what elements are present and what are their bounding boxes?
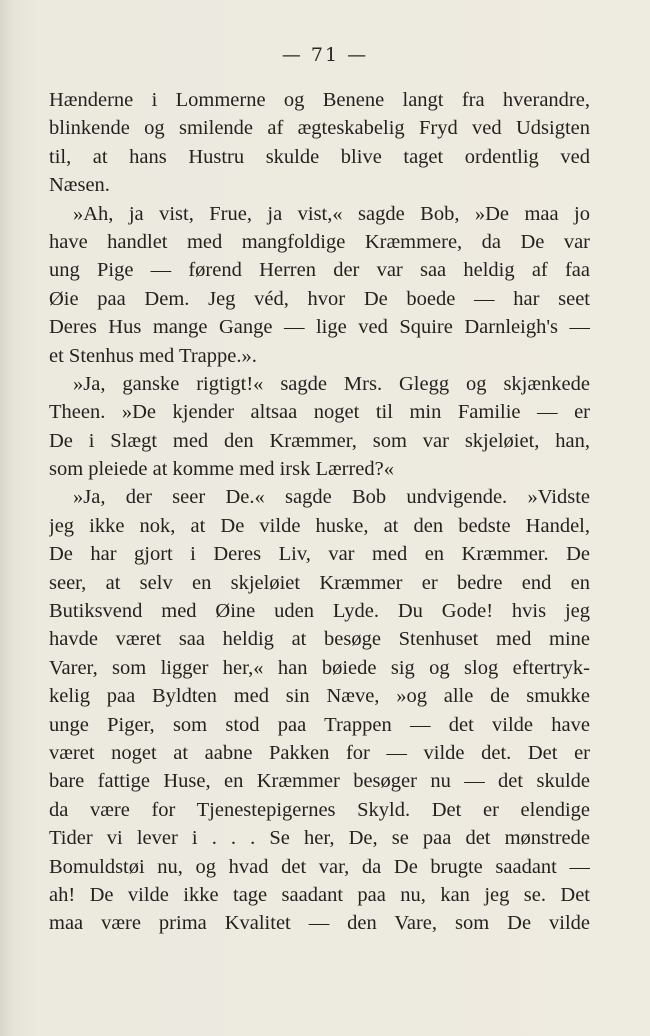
text-line: De i Slægt med den Kræmmer, som var skjeløiet, han,: [49, 429, 590, 452]
text-line: været noget at aabne Pakken for — vilde det. Det er: [49, 741, 590, 764]
text-line: Deres Hus mange Gange — lige ved Squire Darnleigh's —: [49, 316, 590, 339]
text-line: et Stenhus med Trappe.».: [49, 344, 257, 367]
text-line: blinkende og smilende af ægteskabelig Fryd ved Udsigten: [49, 117, 590, 140]
text-line: Butiksvend med Øine uden Lyde. Du Gode! hvis jeg: [49, 600, 590, 623]
text-line: Varer, som ligger her,« han bøiede sig og slog eftertryk-: [49, 656, 590, 679]
text-line: til, at hans Hustru skulde blive taget ordentlig ved: [49, 145, 590, 168]
text-line: have handlet med mangfoldige Kræmmere, da De var: [49, 230, 590, 253]
text-line: »Ja, ganske rigtigt!« sagde Mrs. Glegg og skjænkede: [73, 372, 590, 395]
text-line: Bomuldstøi nu, og hvad det var, da De brugte saadant —: [49, 855, 590, 878]
text-line: Tider vi lever i . . . Se her, De, se paa det mønstrede: [49, 827, 590, 850]
text-line: jeg ikke nok, at De vilde huske, at den bedste Handel,: [49, 514, 590, 537]
text-line: maa være prima Kvalitet — den Vare, som De vilde: [49, 912, 590, 935]
body-text: [49, 86, 590, 938]
text-line: seer, at selv en skjeløiet Kræmmer er bedre end en: [49, 571, 590, 594]
text-line: ung Pige — førend Herren der var saa heldig af faa: [49, 259, 590, 282]
text-line: Hænderne i Lommerne og Benene langt fra hverandre,: [49, 89, 590, 111]
text-line: bare fattige Huse, en Kræmmer besøger nu — det skulde: [49, 770, 590, 793]
text-line: Næsen.: [49, 174, 110, 197]
text-line: havde været saa heldig at besøge Stenhuset med mine: [49, 628, 590, 651]
text-line: kelig paa Byldten med sin Næve, »og alle de smukke: [49, 685, 590, 708]
text-line: som pleiede at komme med irsk Lærred?«: [49, 458, 394, 481]
text-line: »Ja, der seer De.« sagde Bob undvigende. »Vidste: [73, 486, 590, 509]
text-line: Øie paa Dem. Jeg véd, hvor De boede — har seet: [49, 287, 590, 310]
text-line: De har gjort i Deres Liv, var med en Kræmmer. De: [49, 543, 590, 566]
page-number: — 71 —: [281, 44, 369, 66]
text-line: »Ah, ja vist, Frue, ja vist,« sagde Bob, »De maa jo: [73, 202, 590, 225]
text-line: Theen. »De kjender altsaa noget til min Familie — er: [49, 401, 590, 424]
text-line: da være for Tjenestepigernes Skyld. Det er elendige: [49, 798, 590, 821]
text-line: ah! De vilde ikke tage saadant paa nu, kan jeg se. Det: [49, 883, 590, 906]
text-line: unge Piger, som stod paa Trappen — det vilde have: [49, 713, 590, 736]
